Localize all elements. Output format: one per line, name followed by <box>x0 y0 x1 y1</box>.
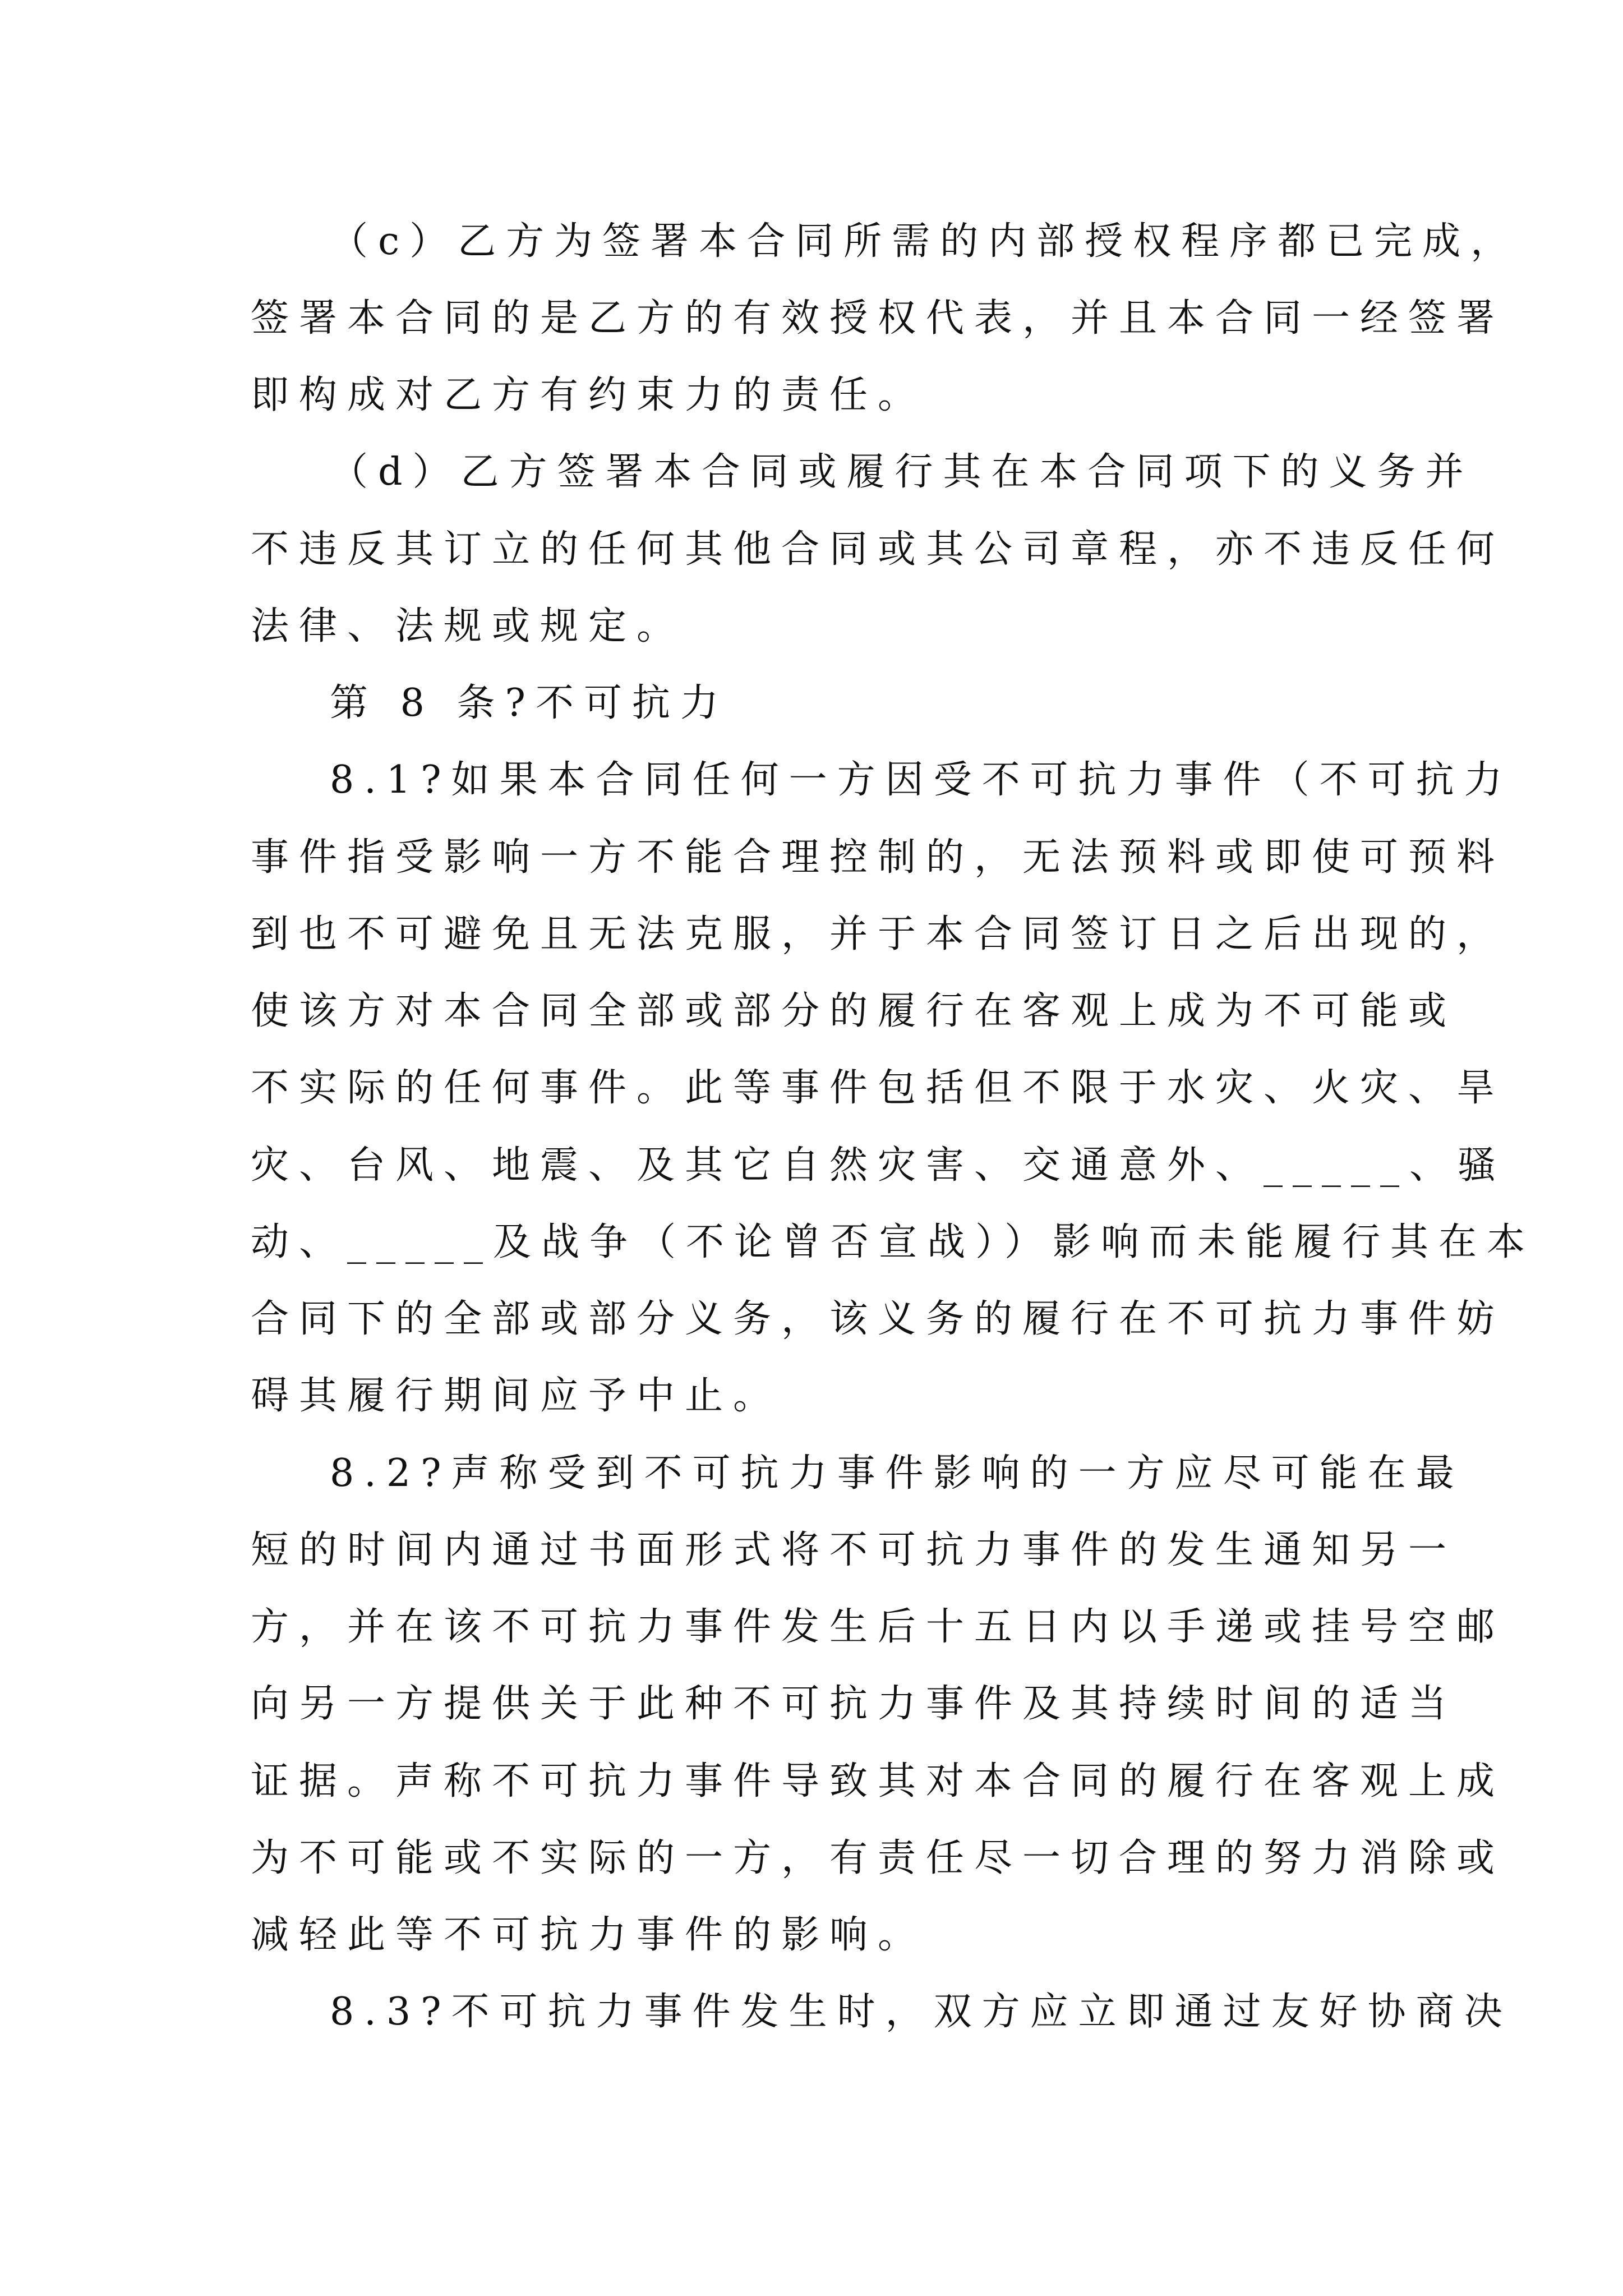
clause-d-line-3: 法律、法规或规定。 <box>251 604 685 648</box>
clause-8-1-line-2: 事件指受影响一方不能合理控制的，无法预料或即使可预料 <box>251 835 1505 880</box>
clause-8-1-line-6: 灾、台风、地震、及其它自然灾害、交通意外、_____、骚 <box>251 1143 1506 1188</box>
clause-8-2-line-6: 为不可能或不实际的一方，有责任尽一切合理的努力消除或 <box>251 1836 1505 1880</box>
article-8-heading: 第 8 条?不可抗力 <box>330 681 728 725</box>
clause-8-3-line-1: 8.3?不可抗力事件发生时，双方应立即通过友好协商决 <box>330 1990 1513 2034</box>
clause-c-line-3: 即构成对乙方有约束力的责任。 <box>251 373 926 417</box>
clause-d-line-2: 不违反其订立的任何其他合同或其公司章程，亦不违反任何 <box>251 527 1505 572</box>
clause-8-2-line-2: 短的时间内通过书面形式将不可抗力事件的发生通知另一 <box>251 1528 1457 1572</box>
clause-8-2-line-1: 8.2?声称受到不可抗力事件影响的一方应尽可能在最 <box>330 1451 1464 1496</box>
clause-8-1-line-7: 动、_____及战争（不论曾否宣战））影响而未能履行其在本 <box>251 1220 1536 1264</box>
clause-c-line-2: 签署本合同的是乙方的有效授权代表，并且本合同一经签署 <box>251 296 1505 341</box>
clause-8-1-line-4: 使该方对本合同全部或部分的履行在客观上成为不可能或 <box>251 989 1457 1033</box>
clause-8-2-line-5: 证据。声称不可抗力事件导致其对本合同的履行在客观上成 <box>251 1759 1505 1803</box>
clause-8-2-line-7: 减轻此等不可抗力事件的影响。 <box>251 1913 926 1957</box>
clause-8-2-line-3: 方，并在该不可抗力事件发生后十五日内以手递或挂号空邮 <box>251 1605 1505 1649</box>
clause-8-1-line-8: 合同下的全部或部分义务，该义务的履行在不可抗力事件妨 <box>251 1297 1505 1341</box>
clause-c-line-1: （c）乙方为签署本合同所需的内部授权程序都已完成， <box>330 219 1519 264</box>
clause-8-1-line-1: 8.1?如果本合同任何一方因受不可抗力事件（不可抗力 <box>330 758 1513 802</box>
clause-d-line-1: （d）乙方签署本合同或履行其在本合同项下的义务并 <box>330 450 1474 494</box>
clause-8-1-line-9: 碍其履行期间应予中止。 <box>251 1374 782 1418</box>
clause-8-2-line-4: 向另一方提供关于此种不可抗力事件及其持续时间的适当 <box>251 1682 1457 1726</box>
clause-8-1-line-5: 不实际的任何事件。此等事件包括但不限于水灾、火灾、旱 <box>251 1066 1505 1110</box>
clause-8-1-line-3: 到也不可避免且无法克服，并于本合同签订日之后出现的， <box>251 912 1505 956</box>
